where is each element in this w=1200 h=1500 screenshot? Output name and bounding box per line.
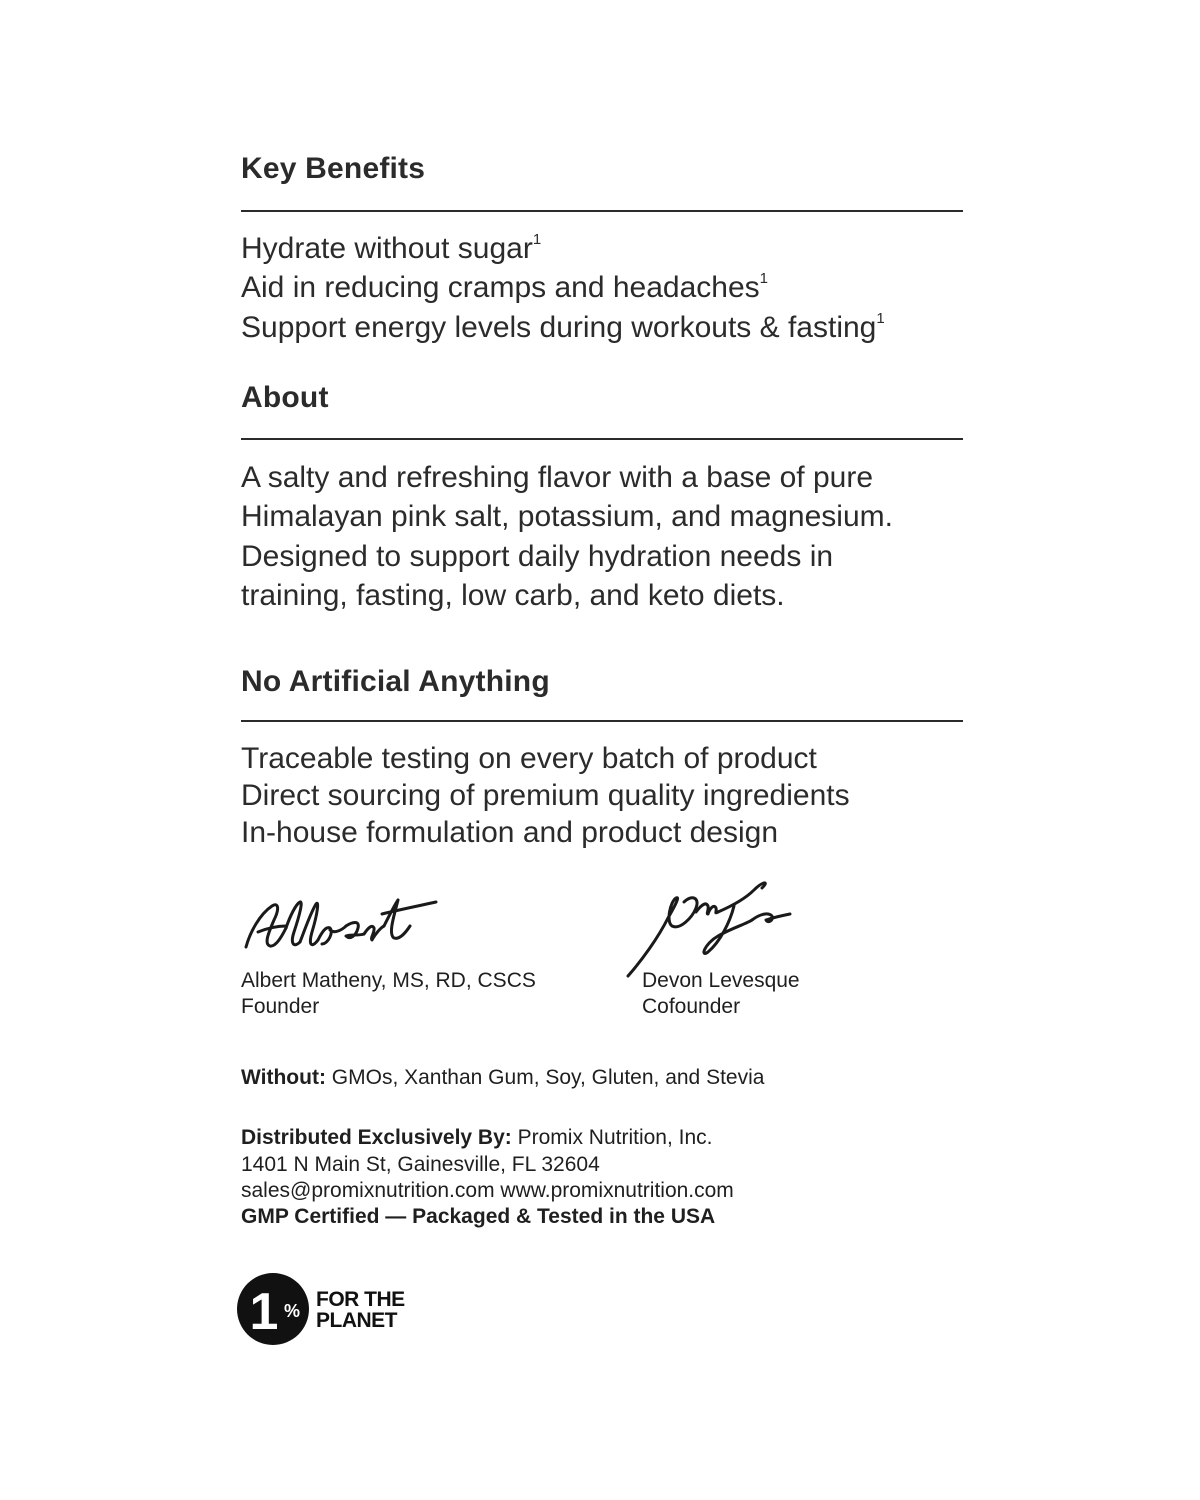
logo-number: 1: [249, 1283, 279, 1341]
footnote-marker: 1: [759, 270, 769, 287]
key-benefits-heading: Key Benefits: [241, 152, 426, 185]
no-artificial-line: Direct sourcing of premium quality ingredients: [241, 779, 850, 812]
without-label: Without:: [241, 1066, 326, 1089]
distributor-company: Promix Nutrition, Inc.: [517, 1126, 713, 1149]
about-line: Himalayan pink salt, potassium, and magnesium.: [241, 500, 893, 533]
distributor-label: Distributed Exclusively By:: [241, 1126, 512, 1149]
benefit-item: [241, 311, 885, 345]
founder-name: Albert Matheny, MS, RD, CSCS: [241, 969, 536, 992]
logo-line2: PLANET: [316, 1309, 397, 1332]
benefit-item: [241, 232, 541, 266]
key-benefits-divider: [241, 210, 963, 212]
benefit-text: Support energy levels during workouts & fasting: [241, 311, 877, 344]
about-heading: About: [241, 381, 329, 414]
about-divider: [241, 438, 963, 440]
founder-role: Founder: [241, 995, 320, 1018]
certification-line: GMP Certified — Packaged & Tested in the USA: [241, 1205, 716, 1228]
one-percent-for-the-planet-logo: [236, 1272, 416, 1346]
benefit-text: Aid in reducing cramps and headaches: [241, 271, 760, 304]
logo-percent: %: [283, 1301, 301, 1321]
no-artificial-heading: No Artificial Anything: [241, 665, 550, 698]
benefit-item: [241, 271, 768, 305]
distributor-address: 1401 N Main St, Gainesville, FL 32604: [241, 1153, 600, 1176]
benefit-text: Hydrate without sugar: [241, 232, 533, 265]
cofounder-name: Devon Levesque: [642, 969, 800, 992]
no-artificial-divider: [241, 720, 963, 722]
without-text: GMOs, Xanthan Gum, Soy, Gluten, and Stevia: [331, 1066, 765, 1089]
footnote-marker: 1: [532, 231, 542, 248]
without-line: [241, 1066, 764, 1090]
devon-signature: [622, 878, 802, 982]
about-line: A salty and refreshing flavor with a base of pure: [241, 461, 874, 494]
about-line: training, fasting, low carb, and keto diets.: [241, 579, 785, 612]
logo-line1: FOR THE: [316, 1288, 405, 1311]
distributor-contact: sales@promixnutrition.com www.promixnutrition.com: [241, 1179, 734, 1202]
cofounder-role: Cofounder: [642, 995, 741, 1018]
footnote-marker: 1: [876, 310, 885, 327]
about-line: Designed to support daily hydration needs in: [241, 540, 834, 573]
albert-signature: [238, 892, 448, 956]
no-artificial-line: In-house formulation and product design: [241, 816, 779, 849]
distributor-line: [241, 1126, 713, 1150]
no-artificial-line: Traceable testing on every batch of product: [241, 742, 817, 775]
planet-logo-mark: [236, 1272, 416, 1346]
